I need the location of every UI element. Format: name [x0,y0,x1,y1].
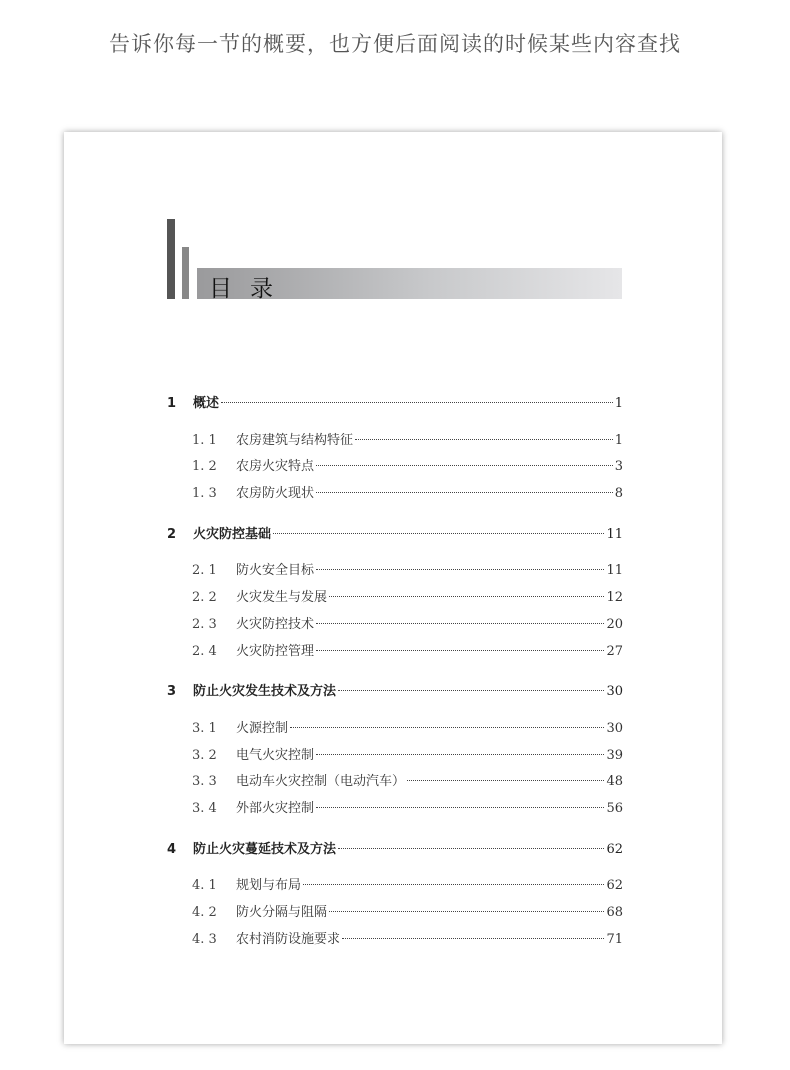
section-title: 防火分隔与阻隔 [236,905,328,920]
page-number: 3 [614,459,623,475]
dot-leader [338,690,604,691]
section-title: 规划与布局 [236,878,302,894]
section-title: 火灾防控管理 [236,643,315,659]
dot-leader [221,402,613,403]
section-title: 农房防火现状 [236,486,315,502]
section-number: 4. 3 [192,931,217,947]
dot-leader [338,848,604,849]
toc-chapter-entry[interactable] [167,680,623,707]
chapter-title: 防止火灾蔓延技术及方法 [193,841,337,857]
page-number: 68 [606,905,623,920]
chapter-number: 3 [167,684,177,700]
section-number: 3. 3 [192,774,217,790]
dot-leader [316,754,604,755]
dot-leader [273,533,604,534]
toc-section-entry[interactable] [167,928,623,955]
dot-leader [316,465,613,466]
toc-section-entry[interactable] [167,586,623,613]
dot-leader [303,884,604,885]
section-title: 火灾防控技术 [236,616,315,632]
chapter-number: 2 [167,526,177,542]
table-of-contents [167,392,623,954]
page-number: 11 [606,563,623,579]
caption: 告诉你每一节的概要，也方便后面阅读的时候某些内容查找 [109,32,681,56]
section-title: 防火安全目标 [236,563,315,579]
toc-heading-band [197,268,622,302]
page-number: 56 [606,800,623,816]
section-number: 3. 4 [192,800,217,816]
toc-section-entry[interactable] [167,482,623,509]
section-title: 火源控制 [236,720,289,736]
toc-section-entry[interactable] [167,744,623,771]
page-number: 39 [606,747,623,763]
page-number: 30 [606,720,623,736]
toc-section-entry[interactable] [167,455,623,482]
section-title: 火灾发生与发展 [236,590,328,606]
section-title: 外部火灾控制 [236,800,315,816]
page-number: 30 [606,684,623,700]
chapter-title: 防止火灾发生技术及方法 [193,684,337,700]
dot-leader [316,569,604,570]
toc-section-entry[interactable] [167,429,623,456]
section-number: 3. 1 [192,720,217,736]
toc-section-entry[interactable] [167,613,623,640]
decorative-bar [182,247,189,299]
section-number: 2. 1 [192,563,217,579]
toc-section-entry[interactable] [167,717,623,744]
page-number: 8 [614,486,623,502]
toc-section-entry[interactable] [167,559,623,586]
chapter-title: 概述 [193,396,220,411]
section-number: 2. 2 [192,590,217,606]
decorative-bar [167,219,175,299]
book-page [64,132,722,1044]
section-number: 3. 2 [192,747,217,763]
toc-section-entry[interactable] [167,797,623,824]
dot-leader [407,780,604,781]
section-title: 电动车火灾控制（电动汽车） [236,774,406,790]
section-title: 电气火灾控制 [236,747,315,763]
dot-leader [316,623,604,624]
section-number: 4. 1 [192,878,217,894]
section-number: 2. 4 [192,643,217,659]
toc-chapter-entry[interactable] [167,392,623,419]
section-title: 农村消防设施要求 [236,931,341,947]
dot-leader [342,938,604,939]
dot-leader [316,807,604,808]
section-number: 1. 1 [192,432,217,448]
page-number: 12 [606,590,623,606]
chapter-title: 火灾防控基础 [193,526,272,542]
dot-leader [290,727,604,728]
toc-chapter-entry[interactable] [167,838,623,865]
page-number: 62 [606,878,623,894]
dot-leader [355,439,613,440]
dot-leader [316,492,613,493]
dot-leader [329,911,604,912]
page-number: 48 [606,774,623,790]
page-number: 27 [606,643,623,659]
toc-section-entry[interactable] [167,770,623,797]
page-number: 62 [606,841,623,857]
page-number: 1 [614,432,623,448]
toc-section-entry[interactable] [167,901,623,928]
section-number: 1. 2 [192,459,217,475]
chapter-number: 4 [167,841,177,857]
page-number: 1 [614,396,623,411]
dot-leader [329,596,604,597]
page-number: 71 [606,931,623,947]
section-number: 4. 2 [192,905,217,920]
toc-heading: 目录 [209,276,291,302]
toc-chapter-entry[interactable] [167,523,623,550]
page-number: 20 [606,616,623,632]
section-title: 农房火灾特点 [236,459,315,475]
toc-section-entry[interactable] [167,640,623,667]
dot-leader [316,650,604,651]
chapter-number: 1 [167,396,177,411]
section-number: 1. 3 [192,486,217,502]
toc-section-entry[interactable] [167,874,623,901]
section-number: 2. 3 [192,616,217,632]
page-number: 11 [606,526,623,542]
section-title: 农房建筑与结构特征 [236,432,354,448]
